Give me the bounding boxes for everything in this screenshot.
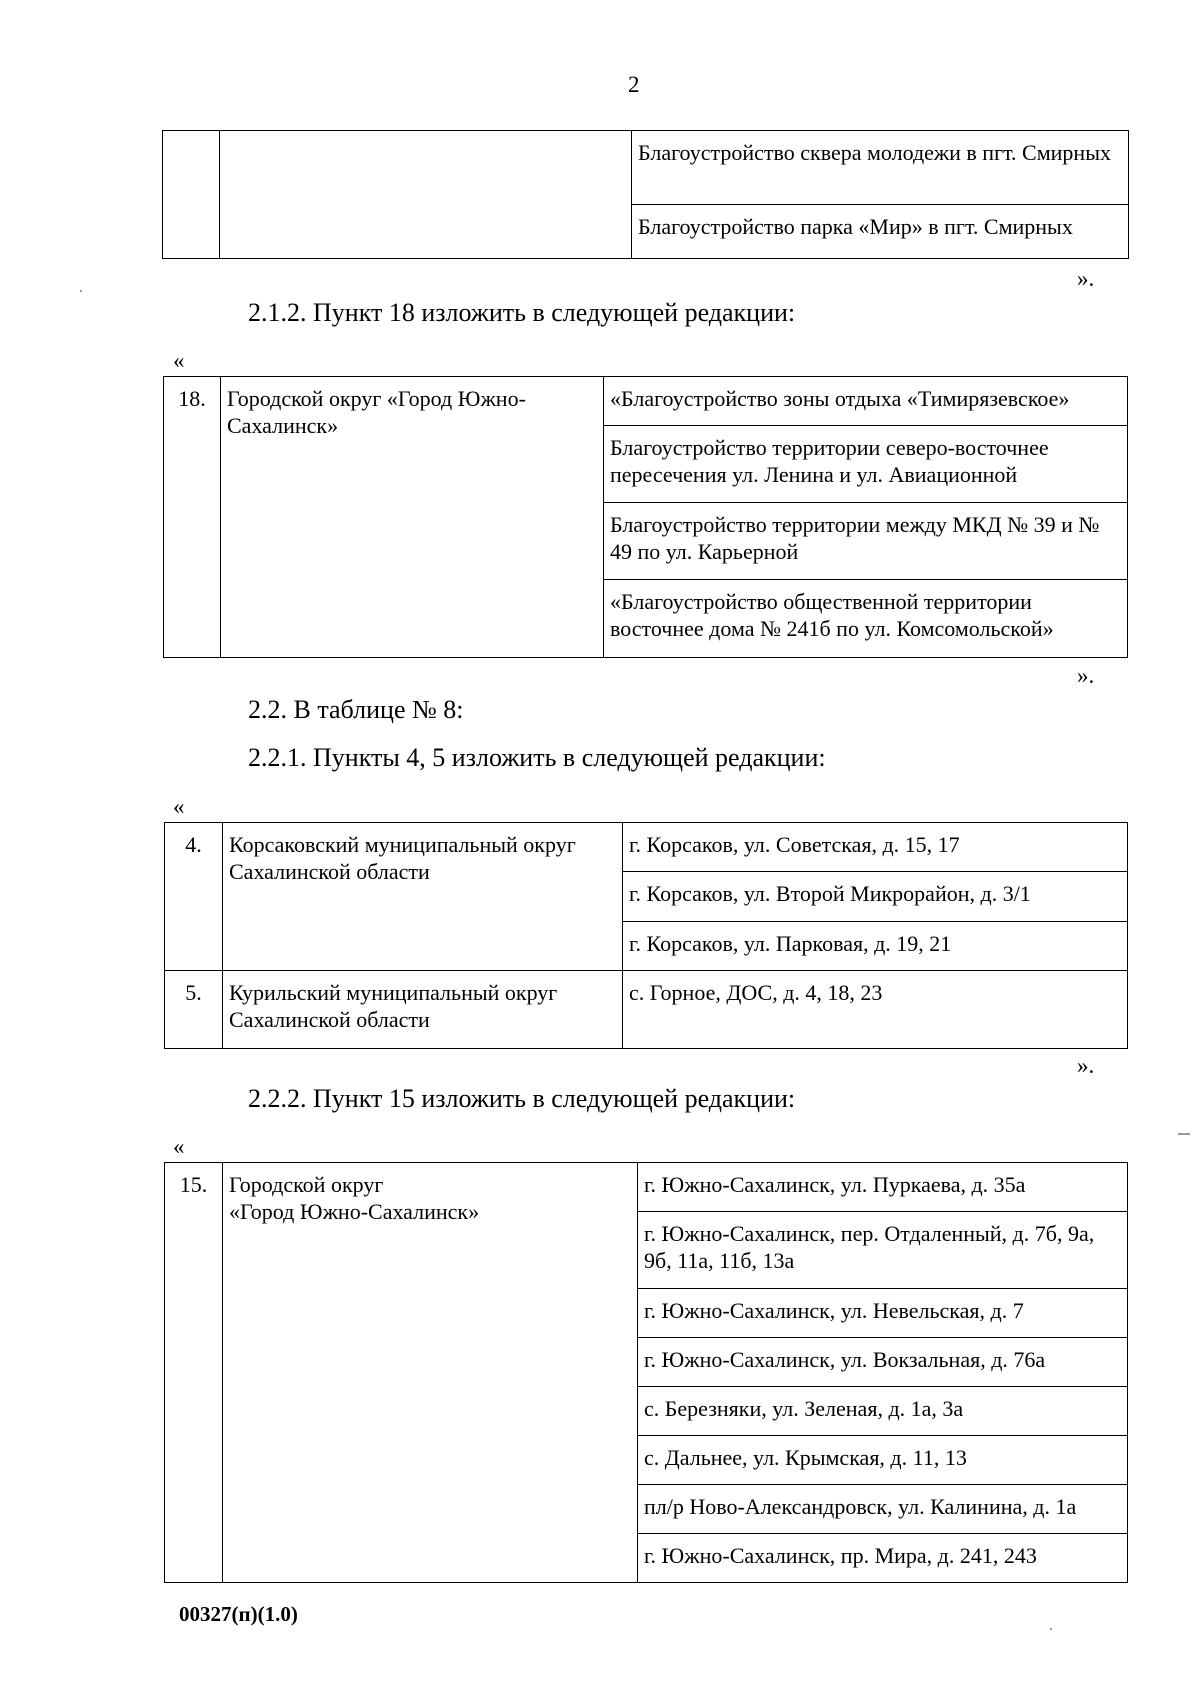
district-line: «Город Южно-Сахалинск» bbox=[229, 1199, 480, 1224]
scan-speck bbox=[80, 290, 82, 292]
item-cell: г. Корсаков, ул. Парковая, д. 19, 21 bbox=[623, 922, 1128, 971]
opening-quote: « bbox=[173, 348, 185, 373]
table-row bbox=[163, 131, 1129, 205]
opening-quote: « bbox=[173, 1134, 185, 1159]
row-number-cell bbox=[163, 131, 220, 259]
continuation-table bbox=[162, 130, 1129, 259]
district-cell bbox=[223, 1163, 638, 1583]
item-cell: с. Дальнее, ул. Крымская, д. 11, 13 bbox=[638, 1436, 1128, 1485]
closing-quote: ». bbox=[1077, 1053, 1095, 1078]
section-heading-2-2: 2.2. В таблице № 8: bbox=[248, 695, 464, 724]
item-cell: Благоустройство парка «Мир» в пгт. Смирных bbox=[632, 205, 1129, 259]
item-cell: г. Корсаков, ул. Второй Микрорайон, д. 3/1 bbox=[623, 872, 1128, 922]
scan-speck bbox=[1050, 1628, 1052, 1630]
district-line: Городской округ bbox=[229, 1172, 384, 1197]
item-cell: с. Горное, ДОС, д. 4, 18, 23 bbox=[623, 971, 1128, 1049]
document-code: 00327(п)(1.0) bbox=[179, 1602, 298, 1626]
item-cell: с. Березняки, ул. Зеленая, д. 1а, 3а bbox=[638, 1387, 1128, 1436]
item-cell: Благоустройство сквера молодежи в пгт. Смирных bbox=[632, 131, 1129, 205]
table-items-4-5 bbox=[164, 822, 1128, 1049]
item-cell: г. Южно-Сахалинск, ул. Невельская, д. 7 bbox=[638, 1289, 1128, 1338]
item-cell: пл/р Ново-Александровск, ул. Калинина, д. 1а bbox=[638, 1485, 1128, 1534]
item-cell: г. Южно-Сахалинск, ул. Пуркаева, д. 35а bbox=[638, 1163, 1128, 1212]
district-cell: Курильский муниципальный округ Сахалинской области bbox=[223, 971, 623, 1049]
row-number-cell: 15. bbox=[165, 1163, 223, 1583]
row-number-cell: 5. bbox=[165, 971, 223, 1049]
opening-quote: « bbox=[173, 794, 185, 819]
table-item-15 bbox=[164, 1162, 1128, 1583]
page-number: 2 bbox=[628, 72, 640, 97]
table-row bbox=[165, 971, 1128, 1049]
item-cell: «Благоустройство зоны отдыха «Тимирязевское» bbox=[604, 377, 1128, 426]
item-cell: Благоустройство территории между МКД № 39 и № 49 по ул. Карьерной bbox=[604, 503, 1128, 580]
table-row bbox=[165, 1163, 1128, 1212]
item-cell: г. Южно-Сахалинск, пер. Отдаленный, д. 7б, 9а, 9б, 11а, 11б, 13а bbox=[638, 1212, 1128, 1289]
row-number-cell: 4. bbox=[165, 823, 223, 971]
closing-quote: ». bbox=[1077, 663, 1095, 688]
section-heading-2-1-2: 2.1.2. Пункт 18 изложить в следующей редакции: bbox=[248, 298, 796, 327]
table-item-18 bbox=[163, 376, 1128, 658]
item-cell: Благоустройство территории северо-восточнее пересечения ул. Ленина и ул. Авиационной bbox=[604, 426, 1128, 503]
district-cell bbox=[220, 131, 632, 259]
item-cell: г. Южно-Сахалинск, ул. Вокзальная, д. 76а bbox=[638, 1338, 1128, 1387]
district-cell: Городской округ «Город Южно-Сахалинск» bbox=[221, 377, 604, 658]
closing-quote: ». bbox=[1077, 266, 1095, 291]
row-number-cell: 18. bbox=[164, 377, 221, 658]
item-cell: г. Южно-Сахалинск, пр. Мира, д. 241, 243 bbox=[638, 1534, 1128, 1583]
table-row bbox=[164, 377, 1128, 426]
section-heading-2-2-2: 2.2.2. Пункт 15 изложить в следующей редакции: bbox=[248, 1084, 796, 1113]
section-heading-2-2-1: 2.2.1. Пункты 4, 5 изложить в следующей редакции: bbox=[248, 743, 826, 772]
district-cell: Корсаковский муниципальный округ Сахалинской области bbox=[223, 823, 623, 971]
table-row bbox=[165, 823, 1128, 872]
item-cell: «Благоустройство общественной территории восточнее дома № 241б по ул. Комсомольской» bbox=[604, 580, 1128, 658]
scan-speck bbox=[1178, 1133, 1190, 1135]
item-cell: г. Корсаков, ул. Советская, д. 15, 17 bbox=[623, 823, 1128, 872]
